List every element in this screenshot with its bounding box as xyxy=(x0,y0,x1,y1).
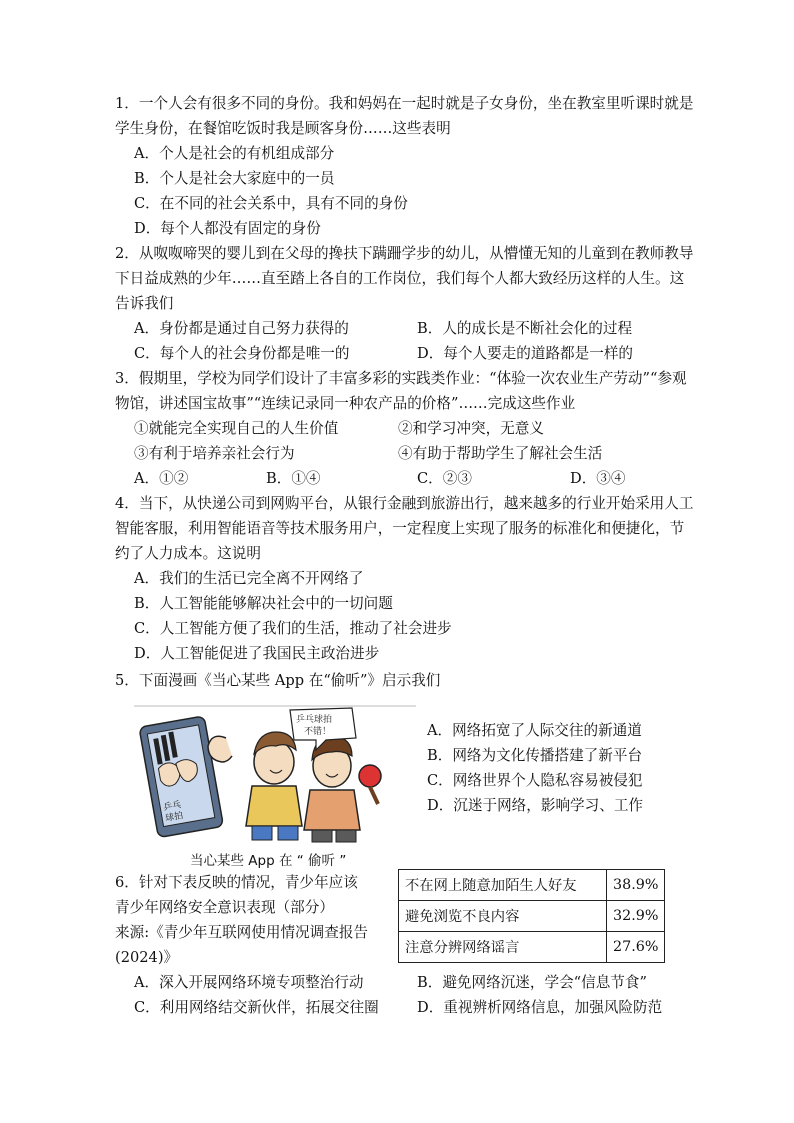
q6-option-b: B．避免网络沉迷，学会“信息节食” xyxy=(417,974,647,991)
table-cell-item: 不在网上随意加陌生人好友 xyxy=(399,870,607,901)
q6-option-a: A．深入开展网络环境专项整治行动 xyxy=(134,974,364,991)
q1-option-c: C．在不同的社会关系中，具有不同的身份 xyxy=(134,195,408,212)
q3-option-a: A．①② xyxy=(134,470,189,487)
cartoon-bubble-line-1: 乒乓球拍 xyxy=(296,715,333,725)
q5-stem: 5．下面漫画《当心某些 App 在“偷听”》启示我们 xyxy=(115,672,441,689)
cartoon-screen-text-2: 球拍 xyxy=(164,811,184,825)
q4-option-c: C．人工智能方便了我们的生活，推动了社会进步 xyxy=(134,620,452,637)
q4-option-b: B．人工智能能够解决社会中的一切问题 xyxy=(134,595,393,612)
q4-stem-line-1: 4．当下，从快递公司到网购平台，从银行金融到旅游出行，越来越多的行业开始采用人工 xyxy=(115,495,694,512)
table-row xyxy=(399,932,665,963)
cartoon-screen-text-1: 乒乓 xyxy=(162,800,183,814)
q3-statement-4: ④有助于帮助学生了解社会生活 xyxy=(398,445,603,462)
q3-option-b: B．①④ xyxy=(266,470,321,487)
q6-source-line-2: (2024)》 xyxy=(115,949,179,966)
q6-table-title: 青少年网络安全意识表现（部分） xyxy=(115,899,334,916)
q3-statement-3: ③有利于培养亲社会行为 xyxy=(134,445,295,462)
q2-option-c: C．每个人的社会身份都是唯一的 xyxy=(134,345,350,362)
cartoon-caption: 当心某些 App 在 “ 偷听 ” xyxy=(190,853,347,869)
q1-option-b: B．个人是社会大家庭中的一员 xyxy=(134,170,335,187)
table-cell-value: 38.9% xyxy=(607,870,665,901)
q1-stem-line-1: 1．一个人会有很多不同的身份。我和妈妈在一起时就是子女身份，坐在教室里听课时就是 xyxy=(115,95,694,112)
q2-option-b: B．人的成长是不断社会化的过程 xyxy=(417,320,633,337)
table-cell-value: 27.6% xyxy=(607,932,665,963)
q2-option-d: D．每个人要走的道路都是一样的 xyxy=(417,345,634,362)
q6-survey-table xyxy=(398,869,665,963)
q1-stem-line-2: 学生身份，在餐馆吃饭时我是顾客身份……这些表明 xyxy=(115,120,451,137)
cartoon-bubble-line-2: 不错！ xyxy=(304,727,332,737)
table-cell-item: 注意分辨网络谣言 xyxy=(399,932,607,963)
q5-option-a: A．网络拓宽了人际交往的新通道 xyxy=(427,722,642,739)
table-cell-item: 避免浏览不良内容 xyxy=(399,901,607,932)
q5-option-b: B．网络为文化传播搭建了新平台 xyxy=(427,747,643,764)
q6-stem: 6．针对下表反映的情况，青少年应该 xyxy=(115,874,358,891)
q3-stem-line-2: 物馆，讲述国宝故事”“连续记录同一种农产品的价格”……完成这些作业 xyxy=(115,395,576,412)
q3-option-c: C．②③ xyxy=(417,470,472,487)
q2-option-a: A．身份都是通过自己努力获得的 xyxy=(134,320,349,337)
q4-stem-line-2: 智能客服，利用智能语音等技术服务用户，一定程度上实现了服务的标准化和便捷化，节 xyxy=(115,520,685,537)
q1-option-d: D．每个人都没有固定的身份 xyxy=(134,220,321,237)
q5-option-c: C．网络世界个人隐私容易被侵犯 xyxy=(427,772,643,789)
q4-option-a: A．我们的生活已完全离不开网络了 xyxy=(134,570,364,587)
q3-option-d: D．③④ xyxy=(570,470,626,487)
q2-stem-line-3: 告诉我们 xyxy=(115,295,174,312)
cartoon-illustration xyxy=(134,704,416,844)
q6-option-d: D．重视辨析网络信息，加强风险防范 xyxy=(417,999,663,1016)
table-cell-value: 32.9% xyxy=(607,901,665,932)
q3-stem-line-1: 3．假期里，学校为同学们设计了丰富多彩的实践类作业：“体验一次农业生产劳动”“参观 xyxy=(115,370,687,387)
q6-option-c: C．利用网络结交新伙伴，拓展交往圈 xyxy=(134,999,379,1016)
q2-stem-line-2: 下日益成熟的少年……直至踏上各自的工作岗位，我们每个人都大致经历这样的人生。这 xyxy=(115,270,685,287)
q6-source-line-1: 来源:《青少年互联网使用情况调查报告 xyxy=(115,924,369,941)
q5-option-d: D．沉迷于网络，影响学习、工作 xyxy=(427,797,644,814)
q3-statement-1: ①就能完全实现自己的人生价值 xyxy=(134,420,339,437)
q4-option-d: D．人工智能促进了我国民主政治进步 xyxy=(134,645,380,662)
q4-stem-line-3: 约了人力成本。这说明 xyxy=(115,545,261,562)
q3-statement-2: ②和学习冲突，无意义 xyxy=(398,420,544,437)
q2-stem-line-1: 2．从呶呶啼哭的婴儿到在父母的搀扶下蹒跚学步的幼儿，从懵懂无知的儿童到在教师教导 xyxy=(115,245,694,262)
q1-option-a: A．个人是社会的有机组成部分 xyxy=(134,145,335,162)
table-row xyxy=(399,870,665,901)
table-row xyxy=(399,901,665,932)
